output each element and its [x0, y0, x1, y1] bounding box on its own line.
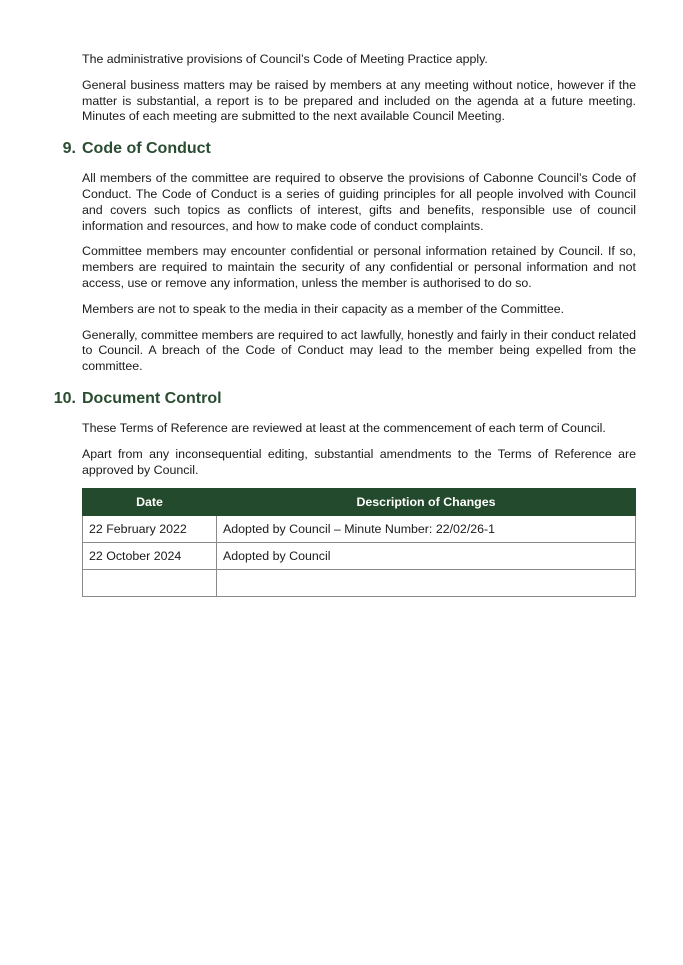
section-9-paragraph-4: Generally, committee members are required to act lawfully, honestly and fairly in their conduct related to Council. A breach of the Code of Conduct may lead to the member being expelled from the committee.	[82, 327, 636, 374]
row-3-date	[83, 570, 217, 597]
row-2-description: Adopted by Council	[217, 543, 636, 570]
section-9-paragraph-2: Committee members may encounter confidential or personal information retained by Council. If so, members are required to maintain the security of any confidential or personal information and not access, use or remove any information, unless the member is authorised to do so.	[82, 244, 636, 290]
section-9-title: Code of Conduct	[82, 140, 211, 158]
intro-paragraph-1: The administrative provisions of Council’s Code of Meeting Practice apply.	[82, 52, 488, 66]
intro-paragraph-2: General business matters may be raised by members at any meeting without notice, however if the matter is substantial, a report is to be prepared and included on the agenda at a future meeting. Minutes of each meeting are submitted to the next available Council Meeting.	[82, 77, 636, 124]
table-row	[83, 543, 636, 570]
section-9-number: 9.	[62, 140, 76, 158]
row-1-date: 22 February 2022	[83, 516, 217, 543]
section-10-paragraph-1: These Terms of Reference are reviewed at least at the commencement of each term of Council.	[82, 420, 606, 435]
section-9-paragraph-1: All members of the committee are required to observe the provisions of Cabonne Council’s Code of Conduct. The Code of Conduct is a series of guiding principles for all people involved with Council and covers such topics as conflicts of interest, gifts and benefits, responsible use of council information and resources, and how to make code of conduct complaints.	[82, 171, 636, 233]
document-control-table	[82, 488, 636, 597]
section-10-number: 10.	[53, 389, 76, 407]
section-10-heading	[53, 389, 636, 409]
row-2-date: 22 October 2024	[83, 543, 217, 570]
table-row	[83, 570, 636, 597]
table-row	[83, 516, 636, 543]
header-description: Description of Changes	[217, 489, 636, 516]
section-10-paragraph-2: Apart from any inconsequential editing, substantial amendments to the Terms of Reference are approved by Council.	[82, 446, 636, 477]
section-9-paragraph-3: Members are not to speak to the media in their capacity as a member of the Committee.	[82, 301, 565, 316]
row-1-description: Adopted by Council – Minute Number: 22/02/26-1	[217, 516, 636, 543]
header-date: Date	[83, 489, 217, 516]
row-3-description	[217, 570, 636, 597]
section-9-heading	[62, 139, 636, 159]
section-10-title: Document Control	[82, 389, 222, 407]
table-header-row	[83, 489, 636, 516]
page-content	[53, 52, 636, 597]
